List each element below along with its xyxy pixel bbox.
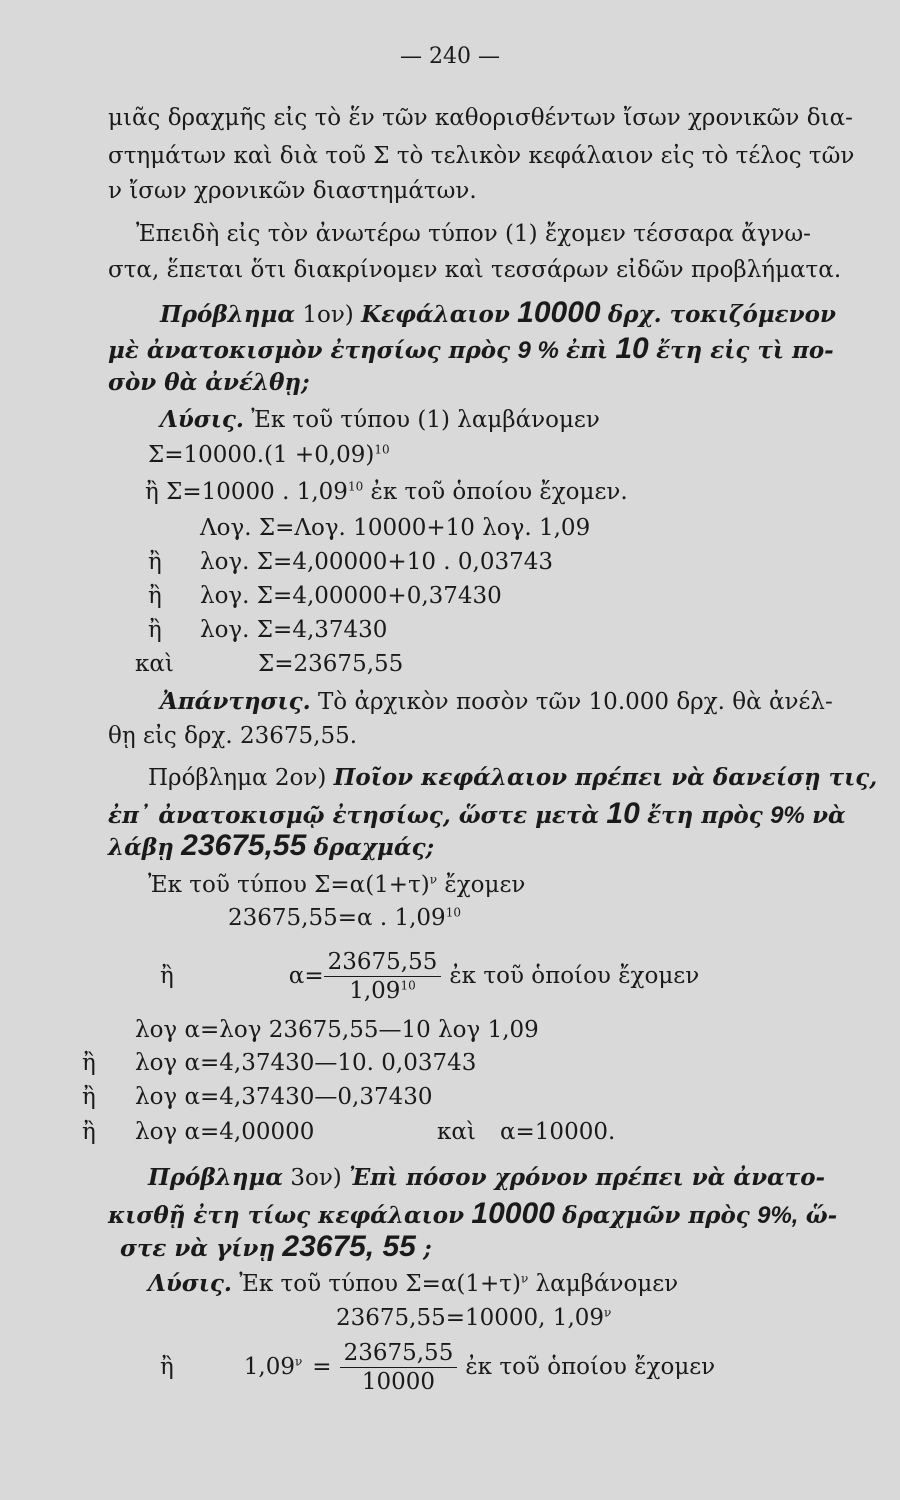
- answer-label: Ἀπάντησις.: [160, 688, 311, 715]
- problem3-line2-c: ὥ-: [805, 1202, 838, 1229]
- problem1-step-7: Σ=23675,55: [258, 651, 404, 677]
- problem2-line2-c: νὰ: [812, 802, 846, 829]
- exponent: ν: [295, 1354, 303, 1369]
- eta: ἢ: [160, 1354, 174, 1380]
- problem1-line2-a: μὲ ἀνατοκισμὸν ἐτησίως πρὸς: [108, 337, 511, 364]
- exponent: 10: [374, 442, 390, 457]
- fraction-numerator: 23675,55: [324, 948, 442, 977]
- problem2-heading-line1: [148, 763, 900, 793]
- problem1-heading-line2: [108, 334, 900, 366]
- intro-line-4: Ἐπειδὴ εἰς τὸν ἀνωτέρω τύπον (1) ἔχομεν τέσσαρα ἄγνω-: [136, 221, 811, 247]
- fraction-denominator: [324, 977, 442, 1005]
- problem3-solution-label: Λύσις.: [148, 1270, 232, 1297]
- frac-tail: ἐκ τοῦ ὁποίου ἔχομεν: [449, 963, 700, 989]
- problem3-fraction-row: [160, 1335, 900, 1399]
- step-text: Σ=10000.(1 +0,09): [148, 442, 375, 468]
- exponent: 10: [347, 479, 364, 494]
- problem2-final: α=10000.: [500, 1119, 616, 1145]
- problem2-log-1: λογ α=λογ 23675,55—10 λογ 1,09: [135, 1017, 539, 1043]
- problem3-line2-b: δραχμῶν πρὸς: [562, 1202, 750, 1229]
- problem1-step-5-eta: ἢ: [148, 583, 162, 609]
- problem3-heading-line1: [148, 1163, 900, 1193]
- problem2-label: Πρόβλημα 2ον): [148, 765, 327, 791]
- problem2-amount: 23675,55: [181, 829, 307, 862]
- problem1-step-6-eta: ἢ: [148, 617, 162, 643]
- problem1-line2-c: ἔτη εἰς τὶ πο-: [656, 337, 834, 364]
- problem2-years: 10: [606, 797, 640, 830]
- exponent: 10: [445, 905, 461, 920]
- problem3-label: Πρόβλημα: [148, 1164, 284, 1191]
- exponent: ν: [429, 872, 438, 887]
- problem2-line2-b: ἔτη πρὸς: [647, 802, 763, 829]
- problem2-fraction-row: [160, 945, 900, 1007]
- problem2-formula: [148, 870, 900, 900]
- problem3-eq1: [336, 1303, 900, 1333]
- problem3-target: 23675, 55: [282, 1230, 416, 1263]
- frac-lhs: α=: [288, 963, 324, 989]
- problem2-line3-b: δραχμάς;: [313, 834, 435, 861]
- problem1-text-b: δρχ. τοκιζόμενον: [607, 301, 836, 328]
- page-number: — 240 —: [400, 44, 500, 69]
- problem1-step-5: λογ. Σ=4,00000+0,37430: [200, 583, 502, 609]
- fraction-numerator: 23675,55: [340, 1339, 458, 1368]
- den-text: 1,09: [349, 977, 401, 1004]
- problem1-step-4-eta: ἢ: [148, 549, 162, 575]
- eta: ἢ: [160, 963, 174, 989]
- formula-tail: ἔχομεν: [444, 872, 526, 898]
- intro-line-1: μιᾶς δραχμῆς εἰς τὸ ἕν τῶν καθορισθέντων ἴσων χρονικῶν δια-: [108, 105, 853, 131]
- problem1-answer-line2: θῃ εἰς δρχ. 23675,55.: [108, 723, 358, 749]
- step-text: ἢ Σ=10000 . 1,09: [145, 479, 348, 505]
- problem1-line2-b: ἐπὶ: [566, 337, 609, 364]
- problem2-log-2: λογ α=4,37430—10. 0,03743: [135, 1050, 477, 1076]
- frac-tail: ἐκ τοῦ ὁποίου ἔχομεν: [465, 1354, 716, 1380]
- problem1-step-3: Λογ. Σ=Λογ. 10000+10 λογ. 1,09: [200, 515, 591, 541]
- solution-tail: λαμβάνομεν: [535, 1271, 679, 1297]
- problem2-log-4: λογ α=4,00000: [135, 1119, 315, 1145]
- exponent: ν: [521, 1271, 529, 1286]
- problem2-eq1: [228, 903, 900, 933]
- answer-text: Τὸ ἀρχικὸν ποσὸν τῶν 10.000 δρχ. θὰ ἀνέλ-: [317, 689, 833, 715]
- problem1-heading-line1: [160, 298, 900, 330]
- problem3-heading-line2: [108, 1199, 900, 1231]
- problem1-step-4: λογ. Σ=4,00000+10 . 0,03743: [200, 549, 554, 575]
- solution-text: Ἐκ τοῦ τύπου Σ=α(1+τ): [239, 1271, 521, 1297]
- frac-lhs: 1,09: [243, 1354, 295, 1380]
- problem2-log-3-eta: ἢ: [82, 1084, 96, 1110]
- fraction-denominator: 10000: [361, 1368, 436, 1395]
- problem2-heading-line3: [108, 831, 900, 863]
- problem1-answer-line1: [160, 687, 900, 717]
- eq-text: 23675,55=α . 1,09: [228, 905, 446, 931]
- equals: =: [312, 1354, 332, 1380]
- problem3-heading-line3: [120, 1232, 900, 1264]
- problem1-step-6: λογ. Σ=4,37430: [200, 617, 388, 643]
- problem1-solution-label: Λύσις.: [160, 406, 244, 433]
- problem1-step-2: [145, 477, 900, 507]
- problem1-num: 1ον): [302, 302, 354, 328]
- eq-text: 23675,55=10000, 1,09: [336, 1305, 605, 1331]
- problem1-label: Πρόβλημα: [160, 301, 296, 328]
- intro-line-3: ν ἴσων χρονικῶν διαστημάτων.: [108, 178, 477, 204]
- problem2-text: Ποῖον κεφάλαιον πρέπει νὰ δανείσῃ τις,: [333, 764, 878, 791]
- intro-line-2: στημάτων καὶ διὰ τοῦ Σ τὸ τελικὸν κεφάλαιον εἰς τὸ τέλος τῶν: [108, 143, 855, 169]
- problem1-solution-text: Ἐκ τοῦ τύπου (1) λαμβάνομεν: [251, 407, 600, 433]
- problem1-step-7-kai: καὶ: [135, 651, 174, 677]
- exponent: 10: [400, 977, 416, 992]
- problem2-line2-a: ἐπ᾽ ἀνατοκισμῷ ἐτησίως, ὥστε μετὰ: [108, 802, 600, 829]
- problem3-line3-a: στε νὰ γίνῃ: [120, 1235, 276, 1262]
- fraction: [340, 1339, 458, 1396]
- formula-text: Ἐκ τοῦ τύπου Σ=α(1+τ): [148, 872, 430, 898]
- problem2-line3-a: λάβῃ: [108, 834, 174, 861]
- problem2-heading-line2: [108, 799, 900, 831]
- problem3-rate: 9%,: [757, 1202, 799, 1229]
- problem1-step-1: [148, 440, 900, 470]
- problem3-num: 3ον): [290, 1165, 342, 1191]
- problem3-line2-a: κισθῇ ἐτη τίως κεφάλαιον: [108, 1202, 465, 1229]
- problem1-text-a: Κεφάλαιον: [361, 301, 510, 328]
- problem3-line3-b: ;: [423, 1235, 432, 1262]
- problem2-log-4-eta: ἢ: [82, 1119, 96, 1145]
- problem2-final-kai: καὶ: [437, 1119, 476, 1145]
- problem1-amount: 10000: [517, 296, 601, 329]
- exponent: ν: [604, 1305, 612, 1320]
- problem2-log-2-eta: ἢ: [82, 1050, 96, 1076]
- intro-line-5: στα, ἕπεται ὅτι διακρίνομεν καὶ τεσσάρων εἰδῶν προβλήματα.: [108, 257, 842, 283]
- problem1-rate: 9 %: [517, 337, 559, 364]
- problem2-log-3: λογ α=4,37430—0,37430: [135, 1084, 433, 1110]
- problem3-solution: [148, 1269, 900, 1299]
- fraction: [324, 948, 442, 1005]
- problem2-rate: 9%: [770, 802, 805, 829]
- problem3-amount: 10000: [471, 1197, 555, 1230]
- problem1-heading-line3: σὸν θὰ ἀνέλθῃ;: [108, 369, 310, 396]
- step-tail: ἐκ τοῦ ὁποίου ἔχομεν.: [370, 479, 628, 505]
- problem1-years: 10: [615, 332, 649, 365]
- problem3-text: Ἐπὶ πόσον χρόνον πρέπει νὰ ἀνατο-: [349, 1164, 826, 1191]
- problem1-solution: [160, 405, 900, 435]
